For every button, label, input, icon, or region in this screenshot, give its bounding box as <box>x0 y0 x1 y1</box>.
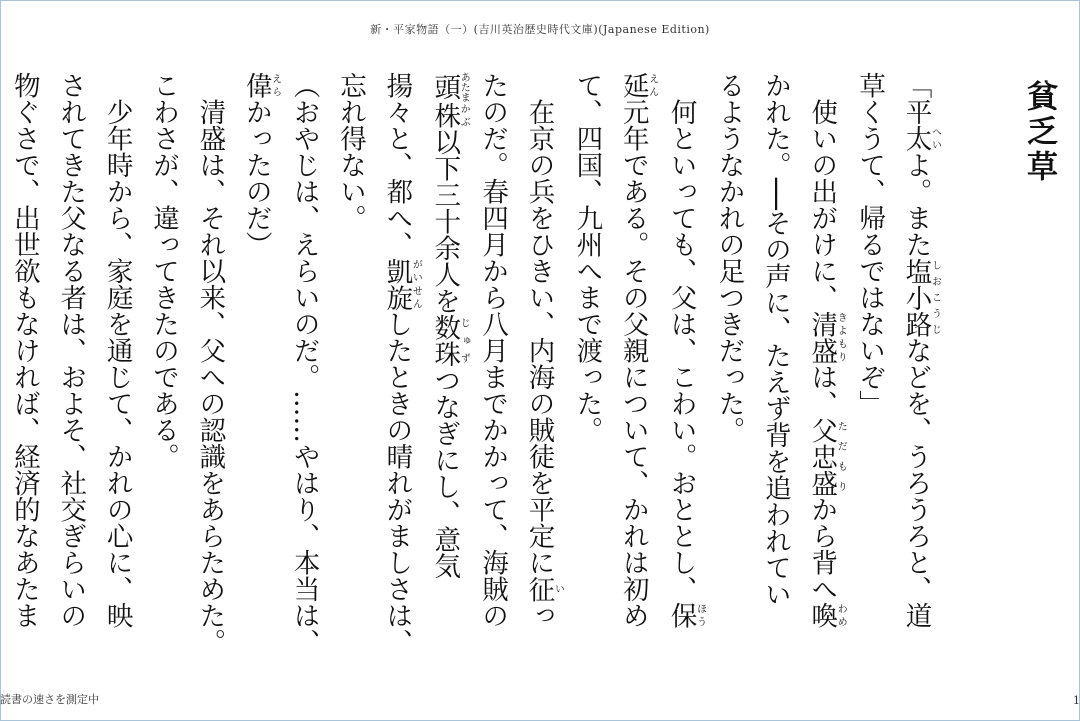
ruby-annotated-word <box>429 314 470 367</box>
text-segment: 在京の兵をひきい、内海の賊徒を平定に <box>523 72 555 576</box>
furigana: えん <box>646 72 658 99</box>
text-column <box>609 72 657 672</box>
text-segment: こわさが、違ってきたのである。 <box>148 72 179 470</box>
ruby-base: 征 <box>523 575 555 602</box>
text-segment: 以下三十余人を <box>429 128 461 314</box>
text-column <box>657 72 705 672</box>
ruby-annotated-word <box>523 575 564 603</box>
furigana: ほう <box>694 602 706 629</box>
text-segment: 元年である。その父親について、かれは初め <box>617 98 649 629</box>
chapter-title: 貧乏草 <box>1021 80 1057 185</box>
furigana: わめ <box>835 602 847 629</box>
ruby-annotated-word <box>806 416 847 497</box>
text-segment: などを、うろうろと、道 <box>900 337 932 629</box>
text-column <box>515 72 563 672</box>
book-title-header: 新・平家物語（一）(吉川英治歴史時代文庫)(Japanese Edition) <box>370 23 710 36</box>
ruby-annotated-word <box>381 257 422 311</box>
text-segment: 忘れ得ない。 <box>335 72 366 231</box>
text-segment: （おやじは、えらいのだ。……やはり、本当は、 <box>288 72 320 655</box>
page-text <box>8 72 941 672</box>
text-segment: 「平 <box>900 72 932 125</box>
ruby-base: 保 <box>665 602 697 629</box>
text-segment: したときの晴れがましさは、 <box>381 310 413 655</box>
furigana: かぶ <box>458 102 470 129</box>
ruby-base: 株 <box>429 102 461 129</box>
text-column <box>798 72 846 672</box>
ruby-annotated-word <box>900 257 941 338</box>
ruby-base: 喚 <box>806 602 838 629</box>
ruby-annotated-word <box>806 602 847 629</box>
ruby-base: 延 <box>617 72 649 99</box>
text-segment: 物ぐさで、出世欲もなければ、経済的なあたま <box>8 72 40 629</box>
text-segment: 揚々と、都へ、 <box>381 72 413 258</box>
text-segment: かったのだ） <box>240 98 272 258</box>
text-column <box>705 72 751 672</box>
text-column <box>563 72 609 672</box>
text-segment: 何といっても、父は、こわい。おととし、 <box>665 72 697 602</box>
text-column <box>1 72 47 672</box>
ruby-annotated-word <box>429 102 470 129</box>
furigana: きよもり <box>835 310 847 364</box>
text-column <box>752 72 798 672</box>
text-segment: 少年時から、家庭を通じて、かれの心に、映 <box>101 72 133 629</box>
text-column <box>892 72 940 672</box>
text-segment: 使いの出がけに、 <box>806 72 838 311</box>
text-segment: から背へ <box>806 496 838 602</box>
text-column <box>327 72 373 672</box>
text-column <box>186 72 232 672</box>
ruby-annotated-word <box>806 310 847 364</box>
text-column <box>421 72 469 672</box>
ruby-annotated-word <box>665 602 706 629</box>
text-column <box>140 72 186 672</box>
text-segment: つなぎにし、意気 <box>429 367 461 579</box>
page-number: 1 <box>1073 694 1080 707</box>
furigana: しおこうじ <box>929 257 941 337</box>
furigana: がいせん <box>410 257 422 311</box>
text-column <box>373 72 421 672</box>
furigana: じゅず <box>458 314 470 367</box>
text-column <box>469 72 515 672</box>
furigana: へい <box>929 125 941 152</box>
ruby-base: 偉 <box>240 72 272 99</box>
text-column <box>846 72 892 672</box>
ruby-base: 塩小路 <box>900 257 932 337</box>
ruby-base: 凱旋 <box>381 257 413 311</box>
text-column <box>93 72 139 672</box>
ruby-annotated-word <box>900 125 941 152</box>
ruby-annotated-word <box>617 72 658 99</box>
text-segment: かれた。──その声に、たえず背を追われてい <box>759 72 791 608</box>
ruby-base: 父忠盛 <box>806 416 838 496</box>
text-segment: るようなかれの足つきだった。 <box>713 72 745 443</box>
ruby-base: 清盛 <box>806 310 838 364</box>
ruby-base: 頭 <box>429 72 461 102</box>
furigana: い <box>552 575 564 602</box>
reading-speed-status: 読書の速さを測定中 <box>0 693 99 706</box>
text-column <box>280 72 326 672</box>
ruby-annotated-word <box>240 72 281 99</box>
text-segment: よ。また <box>900 151 932 258</box>
text-segment: たのだ。春四月から八月までかかって、海賊の <box>477 72 509 629</box>
text-segment: 清盛は、それ以来、父への認識をあらためた。 <box>194 72 226 655</box>
ruby-annotated-word <box>429 72 470 102</box>
furigana: えら <box>269 72 281 99</box>
ruby-base: 太 <box>900 125 932 152</box>
text-column <box>232 72 280 672</box>
text-segment: は、 <box>806 363 838 417</box>
text-segment: て、四国、九州へまで渡った。 <box>571 72 603 443</box>
text-segment: 草くうて、帰るではないぞ」 <box>854 72 886 417</box>
furigana: あたま <box>458 72 470 102</box>
text-segment: されてきた父なる者は、およそ、社交ぎらいの <box>55 72 87 629</box>
text-column <box>47 72 93 672</box>
text-segment: っ <box>523 602 555 629</box>
furigana: ただもり <box>835 416 847 496</box>
ruby-base: 数珠 <box>429 314 461 367</box>
